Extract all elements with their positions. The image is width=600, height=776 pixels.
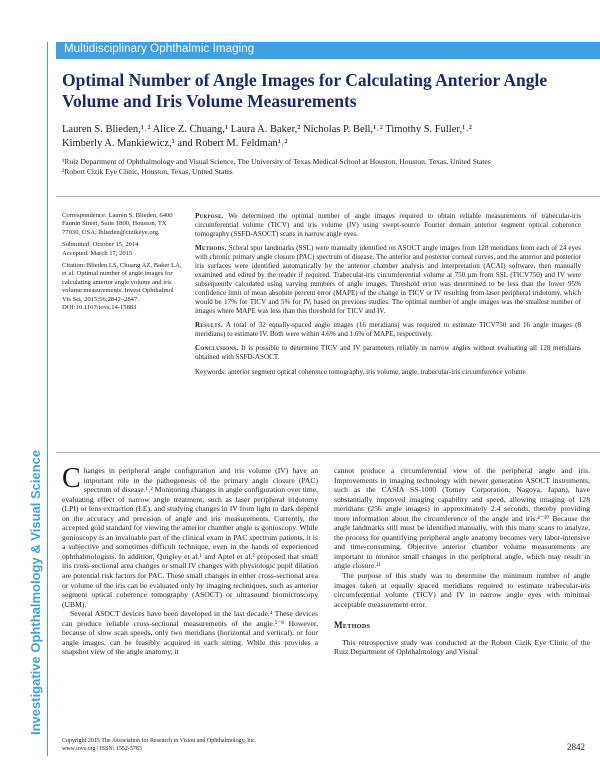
accepted-date: Accepted: March 17, 2015 bbox=[62, 249, 133, 257]
affiliation-1: ¹Ruiz Department of Ophthalmology and Visual Science, The University of Texas Medical School at Houston, Houston, Texas, United States bbox=[62, 157, 491, 166]
results-text: A total of 32 equally-spaced angle images (16 meridians) was required to estimate TICV750 and 16 angle images (8 meridians) to estimate IV. Both were within 4.6% and 1.6% of MAPE, respectively. bbox=[195, 320, 581, 338]
conclusions-label: Conclusions. bbox=[195, 344, 239, 353]
section-banner bbox=[56, 42, 600, 59]
drop-cap: C bbox=[62, 463, 81, 494]
results-label: Results. bbox=[195, 320, 224, 329]
left-rule bbox=[47, 42, 48, 756]
abstract-conclusions bbox=[195, 344, 581, 362]
abstract-purpose bbox=[195, 212, 581, 239]
intro-paragraph-2: Several ASOCT devices have been developed in the last decade.⁴ These devices can produce reliable cross-sectional measurements of the angle.⁵⁻⁸ However, because of slow scan speeds, only two meridians (horizontal and vertical), or four angle images, can be feasibly acquired in each sitting. While this provides a snapshot view of the angle anatomy, it bbox=[62, 609, 318, 657]
methods-label: Methods. bbox=[195, 244, 227, 253]
article-info-sidebar bbox=[62, 212, 182, 316]
methods-paragraph-1: This retrospective study was conducted at the Robert Cizik Eye Clinic of the Ruiz Department of Ophthalmology and Visual bbox=[334, 637, 590, 657]
submitted-date: Submitted: October 15, 2014 bbox=[62, 241, 139, 249]
citation: Citation: Blieden LS, Chuang AZ, Baker LA, et al. Optimal number of angle images for calculating anterior angle volume and iris volume measurements. Invest Ophthalmol Vis Sci. 2015;56:2842–2847. DOI:10.1167/iovs.14-15883 bbox=[62, 262, 182, 312]
author-line-2: Kimberly A. Mankiewicz,¹ and Robert M. Feldman¹˒² bbox=[62, 137, 288, 149]
methods-heading: Methods bbox=[334, 620, 371, 631]
author-line-1: Lauren S. Blieden,¹˒² Alice Z. Chuang,¹ Laura A. Baker,² Nicholas P. Bell,¹˒² Timothy S. Fuller,¹˒² bbox=[62, 124, 472, 135]
body-left-column bbox=[62, 463, 318, 657]
methods-text: Scleral spur landmarks (SSL) were manually identified on ASOCT angle images from 128 meridians from each of 24 eyes with chronic primary angle closure (PAC) spectrum of disease. The anterior and posterior corneal curves, and the anterior and posterior iris surfaces were identified automatically by the anterior chamber analysis and interpretation (ACAI) software, then manually examined and edited by the reader if required. Trabecular-iris circumferential volume at 750 μm from SSL (TICV750) and IV were subsequently calculated using varying numbers of angle images. Threshold error was determined to be less than the lower 95% confidence limit of mean absolute percent error (MAPE) of the change in TICV or IV resulting from laser peripheral iridotomy, which would be 17% for TICV and 5% for IV, based on previous studies. The optimal number of angle images was the smallest number of images where MAPE was less than this threshold for TICV and IV. bbox=[195, 244, 581, 315]
intro-paragraph-1 bbox=[62, 463, 318, 609]
page-number: 2842 bbox=[567, 742, 585, 752]
affiliation-2: ²Robert Cizik Eye Clinic, Houston, Texas, United States bbox=[62, 167, 233, 176]
abstract bbox=[195, 212, 581, 382]
intro-paragraph-4: The purpose of this study was to determine the minimum number of angle images taken at equally spaced meridians required to estimate trabecular-iris circumferential volume (TICV) and IV in narrow angle eyes with minimal acceptable measurement error. bbox=[334, 571, 590, 609]
copyright: Copyright 2015 The Association for Research in Vision and Ophthalmology, Inc. bbox=[62, 738, 257, 744]
purpose-label: Purpose. bbox=[195, 212, 224, 220]
affiliations bbox=[62, 157, 582, 177]
issn: www.iovs.org | ISSN: 1552-5783 bbox=[62, 746, 142, 752]
article-title: Optimal Number of Angle Images for Calculating Anterior Angle Volume and Iris Volume Measurements bbox=[62, 70, 548, 111]
purpose-text: We determined the optimal number of angle images required to obtain reliable measurements of trabecular-iris circumferential volume (TICV) and iris volume (IV) using swept-source Fourier domain anterior segment optical coherence tomography (SSFD-ASOCT) scans in narrow angle eyes. bbox=[195, 212, 581, 238]
abstract-divider bbox=[56, 452, 600, 453]
conclusions-text: It is possible to determine TICV and IV parameters reliably in narrow angles without evaluating all 128 meridians obtained with SSFD-ASOCT. bbox=[195, 344, 581, 362]
intro-paragraph-3: cannot produce a circumferential view of the peripheral angle and iris. Improvements in imaging technology with newer generation ASOCT instruments, such as the CASIA SS-1000 (Tomey Corporation, Nagoya, Japan), have substantially improved imaging capability and speed, allowing imaging of 128 meridians (256 angle images) in approximately 2.4 seconds, thereby providing more information about the circumference of the angle and iris.⁴⁻¹⁰ Because the angle landmarks still must be identified manually, with this many scans to analyze, the process for quantifying peripheral angle anatomy becomes very labor-intensive and time-consuming. Objective anterior chamber volume measurements are important to monitor small changes in the peripheral angle, which may result in angle closure.¹¹ bbox=[334, 466, 590, 571]
journal-name-vertical: Investigative Ophthalmology & Visual Science bbox=[28, 449, 43, 735]
header-divider bbox=[56, 196, 600, 197]
page-footer bbox=[62, 737, 382, 753]
abstract-methods bbox=[195, 244, 581, 315]
abstract-results bbox=[195, 321, 581, 339]
section-label: Multidisciplinary Ophthalmic Imaging bbox=[64, 43, 255, 55]
correspondence: Correspondence: Lauren S. Blieden, 6400 Fannin Street, Suite 1800, Houston, TX 77030, USA; lblieden@cizikeye.org. bbox=[62, 212, 173, 236]
keywords: Keywords: anterior segment optical coherence tomography, iris volume, angle, trabecular-iris circumference volume bbox=[195, 367, 526, 376]
body-right-column bbox=[334, 466, 590, 657]
intro-paragraph-1-text: hanges in peripheral angle configuration and iris volume (IV) have an important role in the pathogenesis of the primary angle closure (PAC) spectrum of disease.¹˒² Monitoring changes in angle configuration over time, evaluating effect of narrow angle treatment, such as laser peripheral iridotomy (LPI) or lens extraction (LE), and studying changes in IV from light to dark depend on the accuracy and precision of angle and iris measurements. Currently, the accepted gold standard for viewing the anterior chamber angle is gonioscopy. While gonioscopy is an invaluable part of the clinical exam in PAC spectrum patients, it is a subjective and sometimes difficult technique, even in the hands of experienced ophthalmologists. In addition, Quigley et al.¹ and Aptel et al.² proposed that small iris cross-sectional area changes or small IV changes with physiologic pupil dilation are potential risk factors for PAC. These small changes in either cross-sectional area or volume of the iris can be evaluated only by imaging techniques, such as anterior segment optical coherence tomography (ASOCT) or ultrasound biomicroscopy (UBM). bbox=[62, 466, 318, 609]
author-list bbox=[62, 123, 582, 150]
